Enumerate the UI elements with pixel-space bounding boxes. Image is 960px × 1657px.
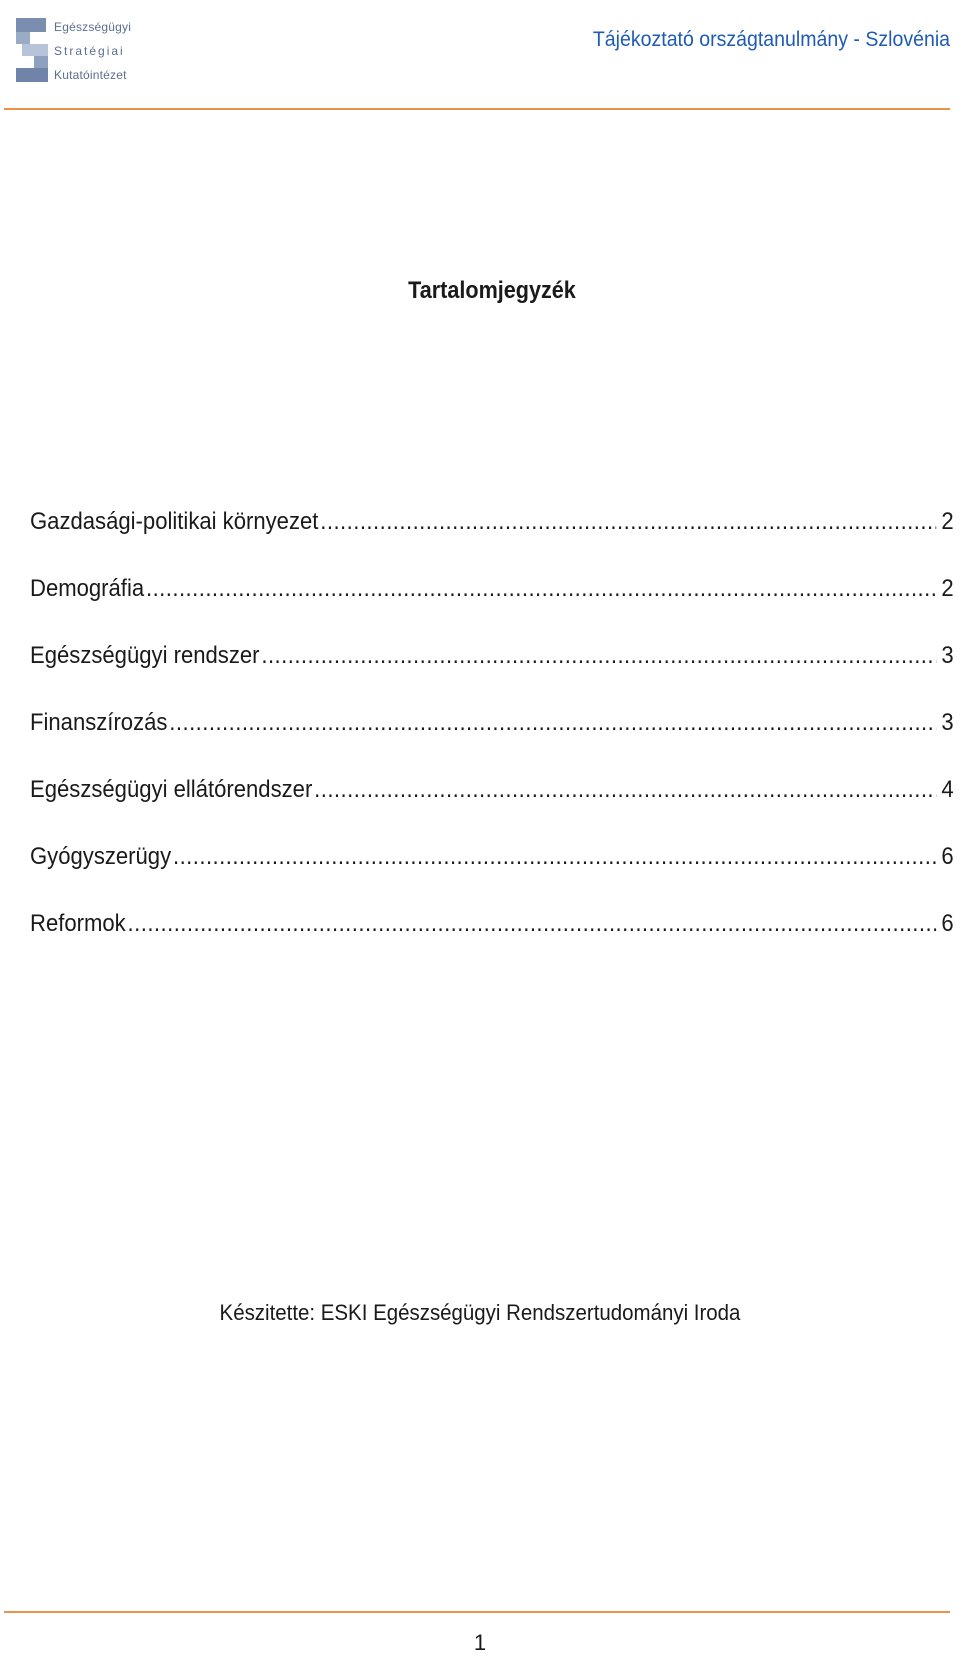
toc-leader-dots: [169, 709, 936, 737]
toc-item-page: 3: [941, 642, 954, 669]
toc-item-page: 6: [941, 910, 954, 937]
toc-item[interactable]: [30, 642, 954, 709]
toc-item-label: Reformok: [30, 910, 126, 937]
toc-item[interactable]: [30, 776, 954, 843]
toc-item-page: 2: [941, 575, 954, 602]
toc-item-page: 6: [941, 843, 954, 870]
logo-line-1: Egészségügyi: [54, 20, 132, 34]
toc-item[interactable]: [30, 575, 954, 642]
toc-item-label: Egészségügyi ellátórendszer: [30, 776, 313, 803]
toc-title: Tartalomjegyzék: [408, 277, 576, 304]
logo-mark-icon: [14, 16, 54, 84]
toc-item[interactable]: [30, 709, 954, 776]
header-title: Tájékoztató országtanulmány - Szlovénia: [592, 28, 950, 51]
footer-divider: [4, 1611, 950, 1613]
toc-list: [30, 508, 954, 977]
toc-item-label: Finanszírozás: [30, 709, 168, 736]
toc-item-label: Gazdasági-politikai környezet: [30, 508, 319, 535]
toc-leader-dots: [261, 642, 936, 670]
toc-item-page: 3: [941, 709, 954, 736]
toc-leader-dots: [146, 575, 936, 603]
toc-leader-dots: [314, 776, 936, 804]
eski-logo: [14, 16, 144, 86]
logo-line-3: Kutatóintézet: [54, 68, 127, 82]
toc-item[interactable]: [30, 910, 954, 977]
toc-item-label: Demográfia: [30, 575, 145, 602]
toc-leader-dots: [320, 508, 936, 536]
toc-item[interactable]: [30, 508, 954, 575]
toc-item-label: Egészségügyi rendszer: [30, 642, 260, 669]
toc-leader-dots: [173, 843, 936, 871]
toc-item-page: 4: [941, 776, 954, 803]
header-divider: [4, 108, 950, 110]
page-number: 1: [473, 1630, 487, 1655]
toc-item[interactable]: [30, 843, 954, 910]
logo-line-2: Stratégiai: [54, 44, 125, 58]
toc-item-page: 2: [941, 508, 954, 535]
author-credit: Készitette: ESKI Egészségügyi Rendszertudományi Iroda: [219, 1300, 741, 1325]
toc-leader-dots: [128, 910, 936, 938]
toc-item-label: Gyógyszerügy: [30, 843, 172, 870]
